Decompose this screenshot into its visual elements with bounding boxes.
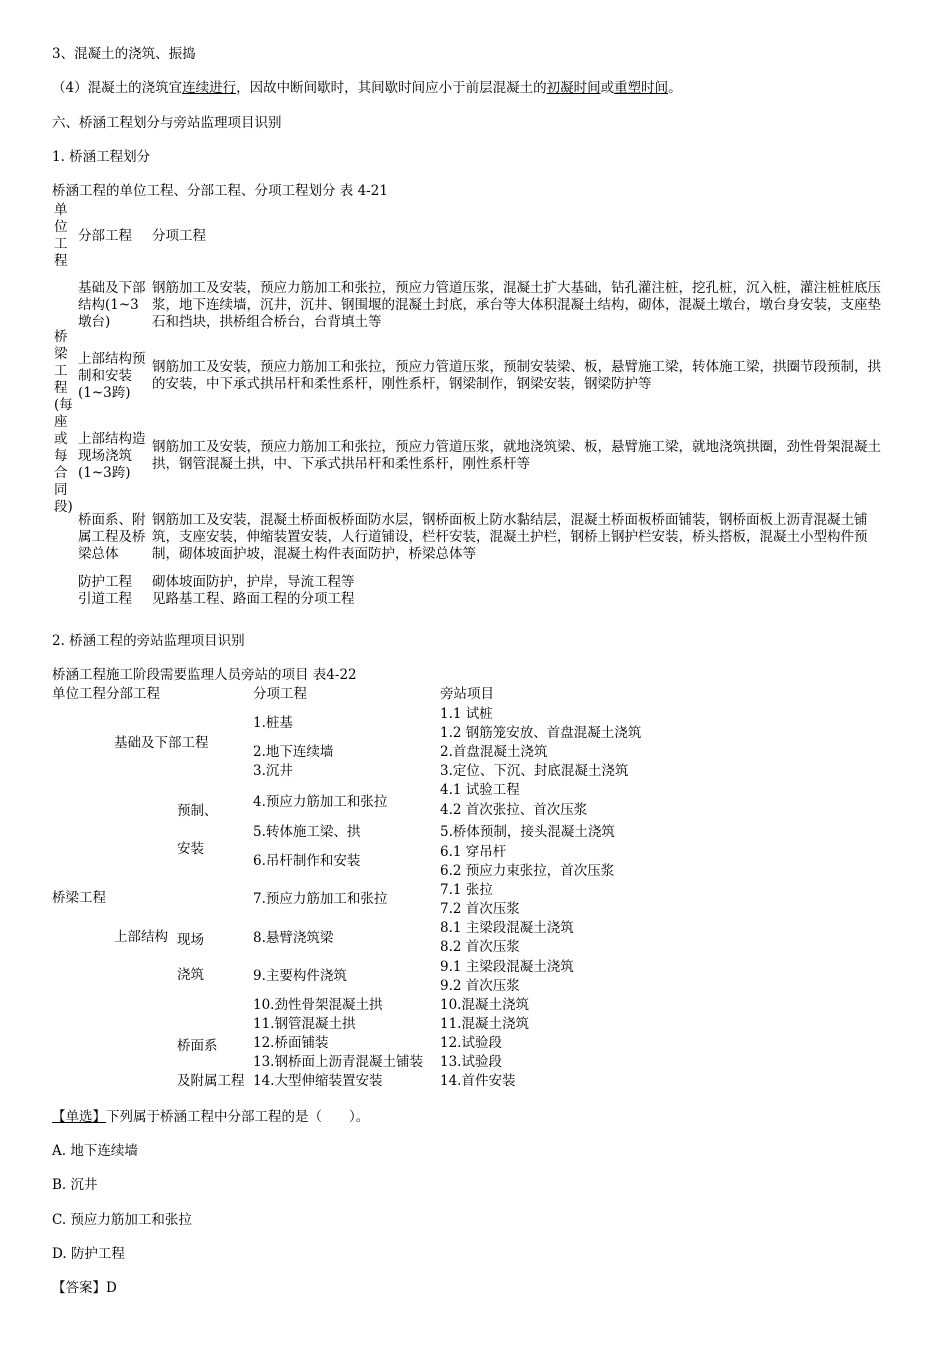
question-tag: 【单选】 — [52, 1109, 106, 1125]
para-underline-3: 重塑时间 — [614, 80, 669, 96]
subsection-heading-1: 1. 桥涵工程划分 — [52, 149, 151, 165]
header-part: 分部工程 — [78, 227, 132, 244]
t2-watch: 1.2 钢筋笼安放、首盘混凝土浇筑 — [440, 725, 642, 741]
part-cell: 上部结构预制和安装(1~3跨) — [78, 350, 146, 401]
t2-watch: 8.1 主梁段混凝土浇筑 — [440, 920, 574, 936]
t2-sub-cast-1: 现场 — [177, 932, 204, 948]
t2-unit: 桥梁工程 — [52, 890, 106, 906]
part-cell: 基础及下部结构(1~3墩台) — [78, 279, 146, 330]
t2-item: 7.预应力筋加工和张拉 — [253, 891, 388, 907]
t2-watch: 14.首件安装 — [440, 1073, 516, 1089]
t2-watch: 7.2 首次压浆 — [440, 901, 520, 917]
t2-item: 4.预应力筋加工和张拉 — [253, 794, 388, 810]
t2-watch: 7.1 张拉 — [440, 882, 493, 898]
t2-sub-prefab-2: 安装 — [177, 841, 204, 857]
t2-header-unit: 单位工程分部工程 — [52, 686, 160, 702]
t2-item: 8.悬臂浇筑梁 — [253, 930, 334, 946]
division-table — [52, 202, 894, 608]
t2-item: 12.桥面铺装 — [253, 1035, 329, 1051]
table-row — [52, 412, 894, 500]
t2-item: 1.桩基 — [253, 715, 293, 731]
table-row — [52, 500, 894, 574]
question-stem — [52, 1108, 369, 1126]
t2-item: 2.地下连续墙 — [253, 744, 334, 760]
table-row — [52, 574, 894, 591]
t2-watch: 4.1 试验工程 — [440, 782, 520, 798]
t2-part-foundation: 基础及下部工程 — [114, 735, 209, 751]
option-a[interactable]: A. 地下连续墙 — [52, 1143, 138, 1159]
para-text-3: 或 — [600, 80, 615, 96]
t2-watch: 8.2 首次压浆 — [440, 939, 520, 955]
t2-sub-cast-2: 浇筑 — [177, 967, 204, 983]
t2-watch: 6.1 穿吊杆 — [440, 844, 507, 860]
t2-part-super: 上部结构 — [114, 929, 168, 945]
t2-watch: 6.2 预应力束张拉，首次压浆 — [440, 863, 615, 879]
t2-watch: 1.1 试桩 — [440, 706, 493, 722]
para-underline-2: 初凝时间 — [546, 80, 601, 96]
items-cell: 砌体坡面防护，护岸，导流工程等 — [152, 574, 355, 590]
items-cell: 钢筋加工及安装，混凝土桥面板桥面防水层，钢桥面板上防水黏结层，混凝土桥面板桥面铺装，钢桥面板上沥青混凝土铺筑，支座安装，伸缩装置安装，人行道铺设，栏杆安装，混凝土护栏，钢桥上钢护栏安装，桥头搭板，混凝土小型构件预制，砌体坡面护坡，混凝土构件表面防护，桥梁总体等 — [152, 511, 868, 562]
t2-sub-prefab-1: 预制、 — [177, 803, 218, 819]
part-cell: 桥面系、附属工程及桥梁总体 — [78, 511, 146, 562]
t2-header-item: 分项工程 — [253, 686, 307, 702]
option-b[interactable]: B. 沉井 — [52, 1177, 98, 1193]
t2-item: 13.钢桥面上沥青混凝土铺装 — [253, 1054, 423, 1070]
t2-item: 6.吊杆制作和安装 — [253, 853, 361, 869]
items-cell: 钢筋加工及安装，预应力筋加工和张拉，预应力管道压浆，混凝土扩大基础，钻孔灌注桩，挖孔桩，沉入桩，灌注桩桩底压浆，地下连续墙，沉井，沉井、钢围堰的混凝土封底，承台等大体积混凝土结构，砌体，混凝土墩台，墩台身安装，支座垫石和挡块，拱桥组合桥台，台背填土等 — [152, 279, 881, 330]
para-text-2: ，因故中断间歇时，其间歇时间应小于前层混凝土的 — [236, 80, 547, 96]
section-heading-6: 六、桥涵工程划分与旁站监理项目识别 — [52, 115, 282, 131]
t2-watch: 13.试验段 — [440, 1054, 502, 1070]
table-row — [52, 270, 894, 340]
t2-watch: 2.首盘混凝土浇筑 — [440, 744, 548, 760]
t2-watch: 3.定位、下沉、封底混凝土浇筑 — [440, 763, 629, 779]
table2-caption: 桥涵工程施工阶段需要监理人员旁站的项目 表4-22 — [52, 667, 357, 683]
para-underline-1: 连续进行 — [182, 80, 237, 96]
t2-watch: 11.混凝土浇筑 — [440, 1016, 529, 1032]
answer: 【答案】D — [52, 1280, 117, 1296]
table-row — [52, 340, 894, 412]
part-cell: 引道工程 — [78, 591, 132, 607]
t2-item: 3.沉井 — [253, 763, 293, 779]
option-c[interactable]: C. 预应力筋加工和张拉 — [52, 1212, 192, 1228]
table1-caption: 桥涵工程的单位工程、分部工程、分项工程划分 表 4-21 — [52, 183, 388, 199]
t2-item: 14.大型伸缩装置安装 — [253, 1073, 383, 1089]
option-d[interactable]: D. 防护工程 — [52, 1246, 125, 1262]
t2-item: 10.劲性骨架混凝土拱 — [253, 997, 383, 1013]
table-header-row — [52, 202, 894, 270]
t2-header-watch: 旁站项目 — [440, 686, 494, 702]
t2-item: 9.主要构件浇筑 — [253, 968, 347, 984]
part-cell: 上部结构造现场浇筑(1~3跨) — [78, 430, 146, 481]
t2-item: 11.钢管混凝土拱 — [253, 1016, 356, 1032]
para-text-4: 。 — [668, 80, 682, 96]
t2-item: 5.转体施工梁、拱 — [253, 824, 361, 840]
subsection-heading-2: 2. 桥涵工程的旁站监理项目识别 — [52, 633, 245, 649]
t2-watch: 9.2 首次压浆 — [440, 978, 520, 994]
question-text: 下列属于桥涵工程中分部工程的是（ ）。 — [106, 1109, 370, 1125]
items-cell: 钢筋加工及安装，预应力筋加工和张拉，预应力管道压浆，预制安装梁、板，悬臂施工梁，转体施工梁，拱圈节段预制，拱的安装，中下承式拱吊杆和柔性系杆，刚性系杆，钢梁制作，钢梁安装，钢梁防护等 — [152, 359, 881, 392]
header-unit: 单位工程 — [54, 202, 68, 269]
part-cell: 防护工程 — [78, 574, 132, 590]
t2-sub-deck-2: 及附属工程 — [177, 1073, 245, 1089]
section-heading: 3、混凝土的浇筑、振捣 — [52, 46, 196, 62]
t2-watch: 9.1 主梁段混凝土浇筑 — [440, 959, 574, 975]
items-cell: 钢筋加工及安装，预应力筋加工和张拉，预应力管道压浆，就地浇筑梁、板，悬臂施工梁，就地浇筑拱圈，劲性骨架混凝土拱，钢管混凝土拱，中、下承式拱吊杆和柔性系杆，刚性系杆等 — [152, 439, 881, 472]
table-row — [52, 591, 894, 608]
t2-watch: 4.2 首次张拉、首次压浆 — [440, 802, 588, 818]
header-items: 分项工程 — [152, 227, 206, 244]
t2-watch: 5.桥体预制，接头混凝土浇筑 — [440, 824, 615, 840]
paragraph-pouring — [52, 79, 682, 97]
items-cell: 见路基工程、路面工程的分项工程 — [152, 591, 355, 607]
t2-watch: 12.试验段 — [440, 1035, 502, 1051]
unit-cell: 桥梁工程(每座或每合同段) — [54, 328, 73, 515]
para-text-1: （4）混凝土的浇筑宜 — [52, 80, 183, 96]
t2-sub-deck-1: 桥面系 — [177, 1038, 218, 1054]
t2-watch: 10.混凝土浇筑 — [440, 997, 529, 1013]
